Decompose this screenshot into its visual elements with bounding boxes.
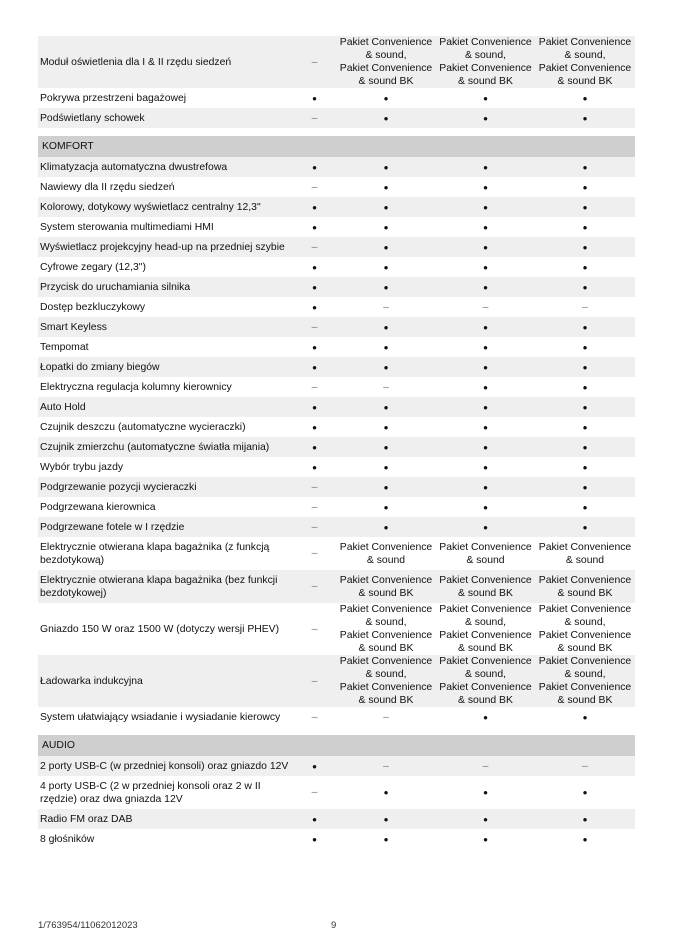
table-row xyxy=(38,217,635,237)
table-row xyxy=(38,457,635,477)
package-cell: Pakiet Convenience & sound xyxy=(336,537,436,570)
standard-dot-icon: • xyxy=(535,457,635,477)
standard-dot-icon: • xyxy=(336,108,436,128)
table-row xyxy=(38,497,635,517)
package-cell: Pakiet Convenience & sound, Pakiet Convenience & sound BK xyxy=(336,655,436,707)
table-row xyxy=(38,297,635,317)
standard-dot-icon: • xyxy=(436,88,535,108)
feature-label: Kolorowy, dotykowy wyświetlacz centralny 12,3" xyxy=(38,197,293,217)
standard-dot-icon: • xyxy=(535,157,635,177)
standard-dot-icon: • xyxy=(436,417,535,437)
package-cell: Pakiet Convenience & sound, Pakiet Convenience & sound BK xyxy=(336,36,436,88)
standard-dot-icon: • xyxy=(535,337,635,357)
standard-dot-icon: • xyxy=(535,197,635,217)
standard-dot-icon: • xyxy=(293,397,336,417)
section-spacer xyxy=(38,128,635,136)
table-row xyxy=(38,517,635,537)
not-available-dash: – xyxy=(293,570,336,603)
not-available-dash: – xyxy=(293,237,336,257)
standard-dot-icon: • xyxy=(336,237,436,257)
feature-label: System sterowania multimediami HMI xyxy=(38,217,293,237)
table-row xyxy=(38,277,635,297)
standard-dot-icon: • xyxy=(535,417,635,437)
standard-dot-icon: • xyxy=(535,776,635,809)
standard-dot-icon: • xyxy=(535,377,635,397)
feature-label: Elektrycznie otwierana klapa bagażnika (z funkcją bezdotykową) xyxy=(38,537,293,570)
standard-dot-icon: • xyxy=(535,829,635,849)
feature-label: Wyświetlacz projekcyjny head-up na przedniej szybie xyxy=(38,237,293,257)
document-code: 1/763954/11062012023 xyxy=(38,920,138,931)
standard-dot-icon: • xyxy=(336,277,436,297)
feature-label: 4 porty USB-C (2 w przedniej konsoli oraz 2 w II rzędzie) oraz dwa gniazda 12V xyxy=(38,776,293,809)
section-spacer xyxy=(38,727,635,735)
feature-label: Podgrzewane fotele w I rzędzie xyxy=(38,517,293,537)
feature-label: Dostęp bezkluczykowy xyxy=(38,297,293,317)
feature-label: Czujnik zmierzchu (automatyczne światła mijania) xyxy=(38,437,293,457)
standard-dot-icon: • xyxy=(336,357,436,377)
standard-dot-icon: • xyxy=(436,197,535,217)
standard-dot-icon: • xyxy=(535,397,635,417)
table-row xyxy=(38,88,635,108)
table-row xyxy=(38,397,635,417)
standard-dot-icon: • xyxy=(293,337,336,357)
standard-dot-icon: • xyxy=(436,357,535,377)
standard-dot-icon: • xyxy=(436,257,535,277)
standard-dot-icon: • xyxy=(535,707,635,727)
not-available-dash: – xyxy=(336,756,436,776)
page-number: 9 xyxy=(331,920,337,931)
standard-dot-icon: • xyxy=(535,277,635,297)
table-row xyxy=(38,417,635,437)
table-row xyxy=(38,257,635,277)
not-available-dash: – xyxy=(293,497,336,517)
not-available-dash: – xyxy=(336,297,436,317)
not-available-dash: – xyxy=(293,477,336,497)
standard-dot-icon: • xyxy=(436,397,535,417)
package-cell: Pakiet Convenience & sound, Pakiet Convenience & sound BK xyxy=(436,36,535,88)
table-row xyxy=(38,36,635,88)
feature-label: Przycisk do uruchamiania silnika xyxy=(38,277,293,297)
package-cell: Pakiet Convenience & sound xyxy=(535,537,635,570)
table-row xyxy=(38,157,635,177)
standard-dot-icon: • xyxy=(535,177,635,197)
standard-dot-icon: • xyxy=(336,829,436,849)
standard-dot-icon: • xyxy=(535,317,635,337)
package-cell: Pakiet Convenience & sound BK xyxy=(436,570,535,603)
package-cell: Pakiet Convenience & sound, Pakiet Convenience & sound BK xyxy=(436,603,535,655)
package-cell: Pakiet Convenience & sound, Pakiet Convenience & sound BK xyxy=(535,36,635,88)
feature-label: Elektrycznie otwierana klapa bagażnika (bez funkcji bezdotykowej) xyxy=(38,570,293,603)
feature-label: Nawiewy dla II rzędu siedzeń xyxy=(38,177,293,197)
package-cell: Pakiet Convenience & sound, Pakiet Convenience & sound BK xyxy=(535,655,635,707)
standard-dot-icon: • xyxy=(436,809,535,829)
standard-dot-icon: • xyxy=(535,88,635,108)
standard-dot-icon: • xyxy=(336,517,436,537)
standard-dot-icon: • xyxy=(535,809,635,829)
standard-dot-icon: • xyxy=(293,357,336,377)
standard-dot-icon: • xyxy=(336,497,436,517)
standard-dot-icon: • xyxy=(436,277,535,297)
standard-dot-icon: • xyxy=(436,157,535,177)
feature-label: 2 porty USB-C (w przedniej konsoli) oraz gniazdo 12V xyxy=(38,756,293,776)
standard-dot-icon: • xyxy=(436,217,535,237)
table-row xyxy=(38,809,635,829)
table-row xyxy=(38,177,635,197)
standard-dot-icon: • xyxy=(293,157,336,177)
standard-dot-icon: • xyxy=(293,217,336,237)
standard-dot-icon: • xyxy=(535,257,635,277)
standard-dot-icon: • xyxy=(336,776,436,809)
feature-label: Tempomat xyxy=(38,337,293,357)
feature-label: Cyfrowe zegary (12,3") xyxy=(38,257,293,277)
table-row xyxy=(38,337,635,357)
standard-dot-icon: • xyxy=(293,756,336,776)
standard-dot-icon: • xyxy=(436,177,535,197)
feature-label: Moduł oświetlenia dla I & II rzędu siedzeń xyxy=(38,36,293,88)
feature-label: Podgrzewanie pozycji wycieraczki xyxy=(38,477,293,497)
standard-dot-icon: • xyxy=(535,108,635,128)
feature-label: Podgrzewana kierownica xyxy=(38,497,293,517)
spacer-cell xyxy=(38,727,635,735)
spec-sheet xyxy=(38,36,635,849)
standard-dot-icon: • xyxy=(336,809,436,829)
not-available-dash: – xyxy=(293,603,336,655)
standard-dot-icon: • xyxy=(535,477,635,497)
feature-label: 8 głośników xyxy=(38,829,293,849)
table-row xyxy=(38,570,635,603)
standard-dot-icon: • xyxy=(436,108,535,128)
standard-dot-icon: • xyxy=(336,217,436,237)
standard-dot-icon: • xyxy=(436,457,535,477)
table-row xyxy=(38,357,635,377)
standard-dot-icon: • xyxy=(436,776,535,809)
standard-dot-icon: • xyxy=(535,497,635,517)
standard-dot-icon: • xyxy=(293,829,336,849)
standard-dot-icon: • xyxy=(436,829,535,849)
standard-dot-icon: • xyxy=(336,337,436,357)
section-title: AUDIO xyxy=(38,735,635,756)
table-row xyxy=(38,776,635,809)
standard-dot-icon: • xyxy=(293,297,336,317)
feature-label: Klimatyzacja automatyczna dwustrefowa xyxy=(38,157,293,177)
standard-dot-icon: • xyxy=(436,497,535,517)
table-row xyxy=(38,537,635,570)
standard-dot-icon: • xyxy=(436,437,535,457)
feature-label: Auto Hold xyxy=(38,397,293,417)
not-available-dash: – xyxy=(336,707,436,727)
standard-dot-icon: • xyxy=(336,88,436,108)
feature-label: Elektryczna regulacja kolumny kierownicy xyxy=(38,377,293,397)
section-header xyxy=(38,735,635,756)
standard-dot-icon: • xyxy=(436,317,535,337)
table-row xyxy=(38,108,635,128)
not-available-dash: – xyxy=(535,297,635,317)
table-row xyxy=(38,655,635,707)
standard-dot-icon: • xyxy=(436,707,535,727)
table-row xyxy=(38,603,635,655)
standard-dot-icon: • xyxy=(293,417,336,437)
feature-label: Gniazdo 150 W oraz 1500 W (dotyczy wersji PHEV) xyxy=(38,603,293,655)
feature-label: Radio FM oraz DAB xyxy=(38,809,293,829)
spacer-cell xyxy=(38,128,635,136)
table-row xyxy=(38,317,635,337)
not-available-dash: – xyxy=(293,776,336,809)
standard-dot-icon: • xyxy=(293,257,336,277)
package-cell: Pakiet Convenience & sound, Pakiet Convenience & sound BK xyxy=(535,603,635,655)
package-cell: Pakiet Convenience & sound BK xyxy=(535,570,635,603)
standard-dot-icon: • xyxy=(436,337,535,357)
section-header xyxy=(38,136,635,157)
not-available-dash: – xyxy=(293,707,336,727)
table-row xyxy=(38,829,635,849)
not-available-dash: – xyxy=(293,377,336,397)
table-row xyxy=(38,707,635,727)
standard-dot-icon: • xyxy=(436,377,535,397)
standard-dot-icon: • xyxy=(336,397,436,417)
feature-label: Smart Keyless xyxy=(38,317,293,337)
standard-dot-icon: • xyxy=(336,457,436,477)
standard-dot-icon: • xyxy=(336,257,436,277)
standard-dot-icon: • xyxy=(336,197,436,217)
not-available-dash: – xyxy=(293,537,336,570)
feature-label: Ładowarka indukcyjna xyxy=(38,655,293,707)
equipment-table-body xyxy=(38,36,635,849)
standard-dot-icon: • xyxy=(336,177,436,197)
standard-dot-icon: • xyxy=(336,317,436,337)
standard-dot-icon: • xyxy=(535,237,635,257)
feature-label: Czujnik deszczu (automatyczne wycieraczki) xyxy=(38,417,293,437)
feature-label: Pokrywa przestrzeni bagażowej xyxy=(38,88,293,108)
not-available-dash: – xyxy=(293,36,336,88)
not-available-dash: – xyxy=(535,756,635,776)
table-row xyxy=(38,197,635,217)
not-available-dash: – xyxy=(436,756,535,776)
standard-dot-icon: • xyxy=(535,217,635,237)
not-available-dash: – xyxy=(293,177,336,197)
package-cell: Pakiet Convenience & sound, Pakiet Convenience & sound BK xyxy=(436,655,535,707)
standard-dot-icon: • xyxy=(293,457,336,477)
page-footer xyxy=(38,920,635,936)
standard-dot-icon: • xyxy=(535,357,635,377)
standard-dot-icon: • xyxy=(293,277,336,297)
standard-dot-icon: • xyxy=(436,237,535,257)
standard-dot-icon: • xyxy=(293,88,336,108)
standard-dot-icon: • xyxy=(293,437,336,457)
feature-label: Łopatki do zmiany biegów xyxy=(38,357,293,377)
standard-dot-icon: • xyxy=(436,517,535,537)
standard-dot-icon: • xyxy=(293,809,336,829)
feature-label: System ułatwiający wsiadanie i wysiadanie kierowcy xyxy=(38,707,293,727)
standard-dot-icon: • xyxy=(336,417,436,437)
section-title: KOMFORT xyxy=(38,136,635,157)
not-available-dash: – xyxy=(436,297,535,317)
standard-dot-icon: • xyxy=(336,477,436,497)
table-row xyxy=(38,477,635,497)
standard-dot-icon: • xyxy=(336,157,436,177)
standard-dot-icon: • xyxy=(293,197,336,217)
table-row xyxy=(38,756,635,776)
standard-dot-icon: • xyxy=(535,517,635,537)
package-cell: Pakiet Convenience & sound, Pakiet Convenience & sound BK xyxy=(336,603,436,655)
not-available-dash: – xyxy=(293,317,336,337)
table-row xyxy=(38,237,635,257)
feature-label: Podświetlany schowek xyxy=(38,108,293,128)
not-available-dash: – xyxy=(293,655,336,707)
equipment-table xyxy=(38,36,635,849)
package-cell: Pakiet Convenience & sound xyxy=(436,537,535,570)
package-cell: Pakiet Convenience & sound BK xyxy=(336,570,436,603)
standard-dot-icon: • xyxy=(535,437,635,457)
table-row xyxy=(38,377,635,397)
standard-dot-icon: • xyxy=(436,477,535,497)
feature-label: Wybór trybu jazdy xyxy=(38,457,293,477)
table-row xyxy=(38,437,635,457)
not-available-dash: – xyxy=(293,517,336,537)
not-available-dash: – xyxy=(293,108,336,128)
not-available-dash: – xyxy=(336,377,436,397)
standard-dot-icon: • xyxy=(336,437,436,457)
